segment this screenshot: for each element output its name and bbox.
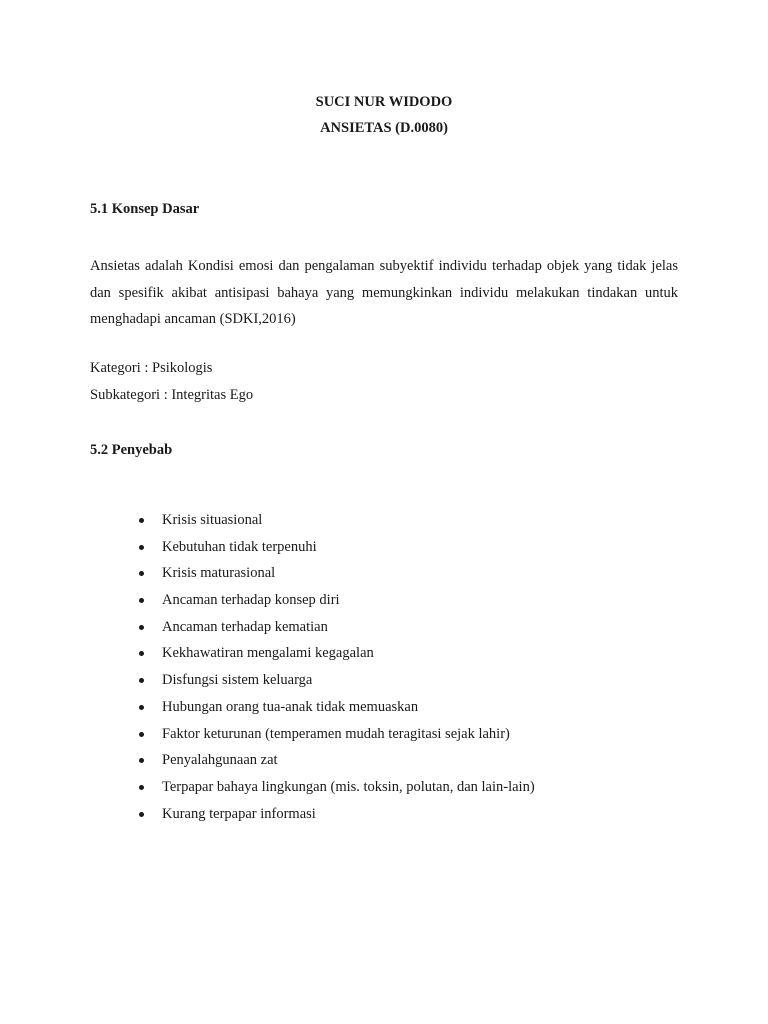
bullet-icon [139, 598, 144, 603]
bullet-icon [139, 732, 144, 737]
document-title: ANSIETAS (D.0080) [320, 120, 448, 136]
kategori-text: Kategori : Psikologis [90, 360, 213, 376]
list-item [136, 697, 535, 724]
list-item-text: Ancaman terhadap konsep diri [162, 592, 340, 609]
author-name: SUCI NUR WIDODO [315, 94, 453, 110]
section-heading-penyebab: 5.2 Penyebab [90, 442, 173, 458]
list-item [136, 590, 535, 617]
list-item [136, 617, 535, 644]
list-item-text: Kekhawatiran mengalami kegagalan [162, 645, 374, 662]
list-item-text: Faktor keturunan (temperamen mudah teragitasi sejak lahir) [162, 725, 510, 742]
subkategori-text: Subkategori : Integritas Ego [90, 387, 254, 403]
list-item-text: Terpapar bahaya lingkungan (mis. toksin, polutan, dan lain-lain) [162, 778, 535, 795]
list-item-text: Krisis situasional [162, 512, 263, 528]
list-item [136, 643, 535, 670]
bullet-icon [139, 571, 144, 576]
list-item [136, 724, 535, 751]
bullet-icon [139, 705, 144, 710]
bullet-icon [139, 812, 144, 817]
list-item [136, 777, 535, 804]
section-heading-konsep-dasar: 5.1 Konsep Dasar [90, 201, 200, 217]
list-item [136, 510, 535, 537]
list-item-text: Kurang terpapar informasi [162, 805, 316, 822]
penyebab-list [136, 510, 535, 830]
list-item-text: Kebutuhan tidak terpenuhi [162, 538, 317, 555]
list-item-text: Krisis maturasional [162, 565, 276, 582]
list-item-text: Disfungsi sistem keluarga [162, 672, 313, 689]
list-item-text: Penyalahgunaan zat [162, 752, 278, 769]
list-item [136, 563, 535, 590]
list-item-text: Hubungan orang tua-anak tidak memuaskan [162, 698, 419, 715]
bullet-icon [139, 651, 144, 656]
bullet-icon [139, 758, 144, 763]
bullet-icon [139, 545, 144, 550]
bullet-icon [139, 625, 144, 630]
list-item-text: Ancaman terhadap kematian [162, 618, 328, 635]
bullet-icon [139, 785, 144, 790]
list-item [136, 750, 535, 777]
list-item [136, 537, 535, 564]
list-item [136, 804, 535, 831]
bullet-icon [139, 518, 144, 523]
definition-paragraph: Ansietas adalah Kondisi emosi dan pengalaman subyektif individu terhadap objek yang tidak jelas dan spesifik akibat antisipasi bahaya yang memungkinkan individu melakukan tindakan untuk menghadapi ancaman (SDKI,2016) [90, 258, 678, 327]
bullet-icon [139, 678, 144, 683]
list-item [136, 670, 535, 697]
